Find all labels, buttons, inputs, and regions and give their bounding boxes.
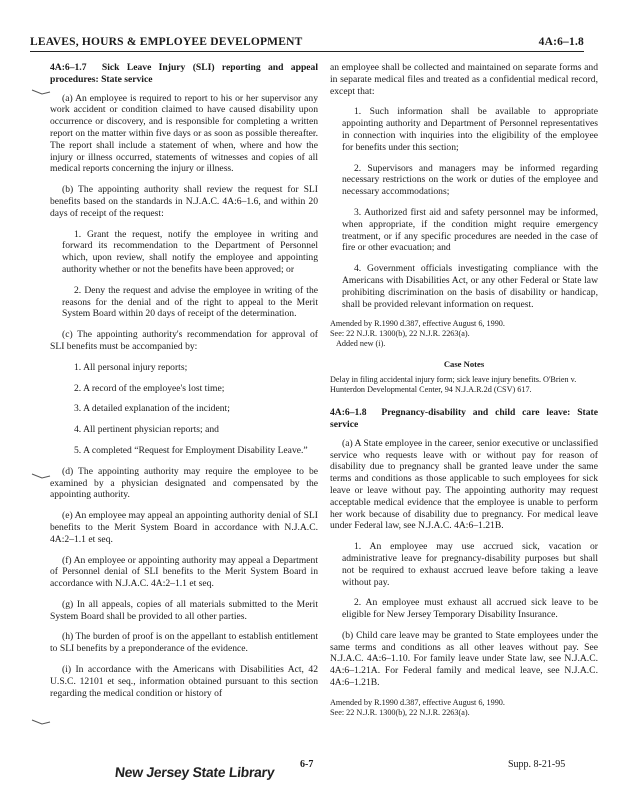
section-heading — [50, 62, 318, 86]
paragraph-a: (a) A State employee in the career, senior executive or unclassified service who requests leave with or without pay for reason of disability due to pregnancy shall be granted leave under the same terms and conditions as those applicable to such employees for sick leave or leave without pay. The appointing authority may request acceptable medical evidence that the employee is unable to perform her work because of disability due to pregnancy. For medical leave under Federal law, see N.J.A.C. 4A:6–1.21B. — [330, 437, 598, 532]
section-number: 4A:6–1.8 — [330, 407, 367, 419]
history-line: See: 22 N.J.R. 1300(b), 22 N.J.R. 2263(a). — [330, 707, 470, 717]
list-item: 1. Such information shall be available to appropriate appointing authority and Department of Personnel representatives in connection with inquiries into the eligibility of the employee for benefits under this section; — [342, 106, 598, 153]
margin-mark-icon — [30, 470, 52, 484]
history-line: Amended by R.1990 d.387, effective August 6, 1990. — [330, 319, 505, 329]
paragraph-d: (d) The appointing authority may require the employee to be examined by a physician designated and compensated by the appointing authority. — [50, 465, 318, 501]
left-column — [50, 62, 318, 708]
history-note — [330, 319, 598, 349]
header-title: LEAVES, HOURS & EMPLOYEE DEVELOPMENT — [30, 36, 303, 48]
page-number: 6-7 — [300, 759, 314, 770]
paragraph-continuation: an employee shall be collected and maintained on separate forms and in separate medical files and treated as a confidential medical record, except that: — [330, 62, 598, 97]
margin-mark-icon — [30, 86, 52, 100]
case-note: Delay in filing accidental injury form; sick leave injury benefits. O'Brien v. Hunterdon Developmental Center, 94 N.J.A.R.2d (CSV) 617. — [330, 375, 577, 395]
section-heading — [330, 407, 598, 431]
list-item: 2. Deny the request and advise the employee in writing of the reasons for the denial and of the right to appeal to the Merit System Board within 20 days of receipt of the determination. — [62, 284, 318, 320]
list-item: 3. A detailed explanation of the incident; — [74, 403, 230, 415]
list-item: 3. Authorized first aid and safety personnel may be informed, when appropriate, if the condition might require emergency treatment, or if any specific procedures are needed in the case of fire or other evacuation; and — [342, 206, 598, 254]
section-number: 4A:6–1.7 — [50, 62, 87, 73]
history-line: See: 22 N.J.R. 1300(b), 22 N.J.R. 2263(a). — [330, 329, 470, 339]
history-note — [330, 698, 598, 718]
paragraph-g: (g) In all appeals, copies of all materials submitted to the Merit System Board shall be provided to all other parties. — [50, 598, 318, 622]
paragraph-b: (b) Child care leave may be granted to State employees under the same terms and conditions as all other leaves without pay. See N.J.A.C. 4A:6–1.10. For family leave under State law, see N.J.A.C. 4A:6–1.21A. For Federal family and medical leave, see N.J.A.C. 4A:6–1.21B. — [330, 629, 598, 689]
list-item: 1. Grant the request, notify the employee in writing and forward its recommendation to the Department of Personnel which, upon review, shall notify the employee and appointing authority whether or not the benefits have been approved; or — [62, 228, 318, 275]
list-item: 2. An employee must exhaust all accrued sick leave to be eligible for New Jersey Temporary Disability Insurance. — [342, 597, 598, 621]
list-item: 5. A completed “Request for Employment Disability Leave.” — [74, 444, 308, 456]
list-item: 2. Supervisors and managers may be informed regarding necessary restrictions on the work or duties of the employee and necessary accommodations; — [342, 162, 598, 198]
running-header — [30, 36, 584, 52]
paragraph-e: (e) An employee may appeal an appointing authority denial of SLI benefits to the Merit System Board in accordance with N.J.A.C. 4A:2–1.1 et seq. — [50, 510, 318, 545]
right-column — [330, 62, 598, 726]
list-item: 4. Government officials investigating compliance with the Americans with Disabilities Act, or any other Federal or State law prohibiting discrimination on the basis of disability or handicap, shall be provided relevant information on request. — [342, 263, 598, 310]
list-item: 4. All pertinent physician reports; and — [74, 424, 219, 436]
supplement-date: Supp. 8-21-95 — [508, 759, 566, 770]
paragraph-b: (b) The appointing authority shall review the request for SLI benefits based on the standards in N.J.A.C. 4A:6–1.6, and within 20 days of receipt of the request: — [50, 184, 318, 219]
history-line: Added new (i). — [336, 339, 386, 349]
list-item: 1. An employee may use accrued sick, vacation or administrative leave for pregnancy-disability purposes but shall not be required to exhaust accrued leave before taking a leave without pay. — [342, 541, 598, 588]
paragraph-a: (a) An employee is required to report to his or her supervisor any work accident or condition claimed to have caused disability upon occurrence or discovery, and is responsible for completing a written report on the matter within five days or as soon as possible thereafter. The report shall include a statement of when, where and how the injury or illness occurred, statements of witnesses and copies of all medical reports concerning the injury or illness. — [50, 92, 318, 175]
section-title: Pregnancy-disability and child care leave: State service — [330, 407, 598, 430]
list-item: 1. All personal injury reports; — [74, 361, 188, 373]
margin-mark-icon — [30, 716, 52, 730]
paragraph-c: (c) The appointing authority's recommendation for approval of SLI benefits must be accompanied by: — [50, 329, 318, 352]
section-title: Sick Leave Injury (SLI) reporting and appeal procedures: State service — [50, 62, 318, 85]
header-section-ref: 4A:6–1.8 — [538, 36, 584, 48]
paragraph-h: (h) The burden of proof is on the appellant to establish entitlement to SLI benefits by a preponderance of the evidence. — [50, 631, 318, 655]
case-notes-heading: Case Notes — [443, 359, 485, 370]
paragraph-f: (f) An employee or appointing authority may appeal a Department of Personnel denial of SLI benefits to the Merit System Board in accordance with N.J.A.C. 4A:2–1.1 et seq. — [50, 554, 318, 590]
history-line: Amended by R.1990 d.387, effective August 6, 1990. — [330, 697, 505, 707]
library-stamp: New Jersey State Library — [114, 764, 276, 780]
list-item: 2. A record of the employee's lost time; — [74, 382, 225, 394]
paragraph-i: (i) In accordance with the Americans with Disabilities Act, 42 U.S.C. 12101 et seq., information obtained pursuant to this section regarding the medical condition or history of — [50, 664, 318, 699]
